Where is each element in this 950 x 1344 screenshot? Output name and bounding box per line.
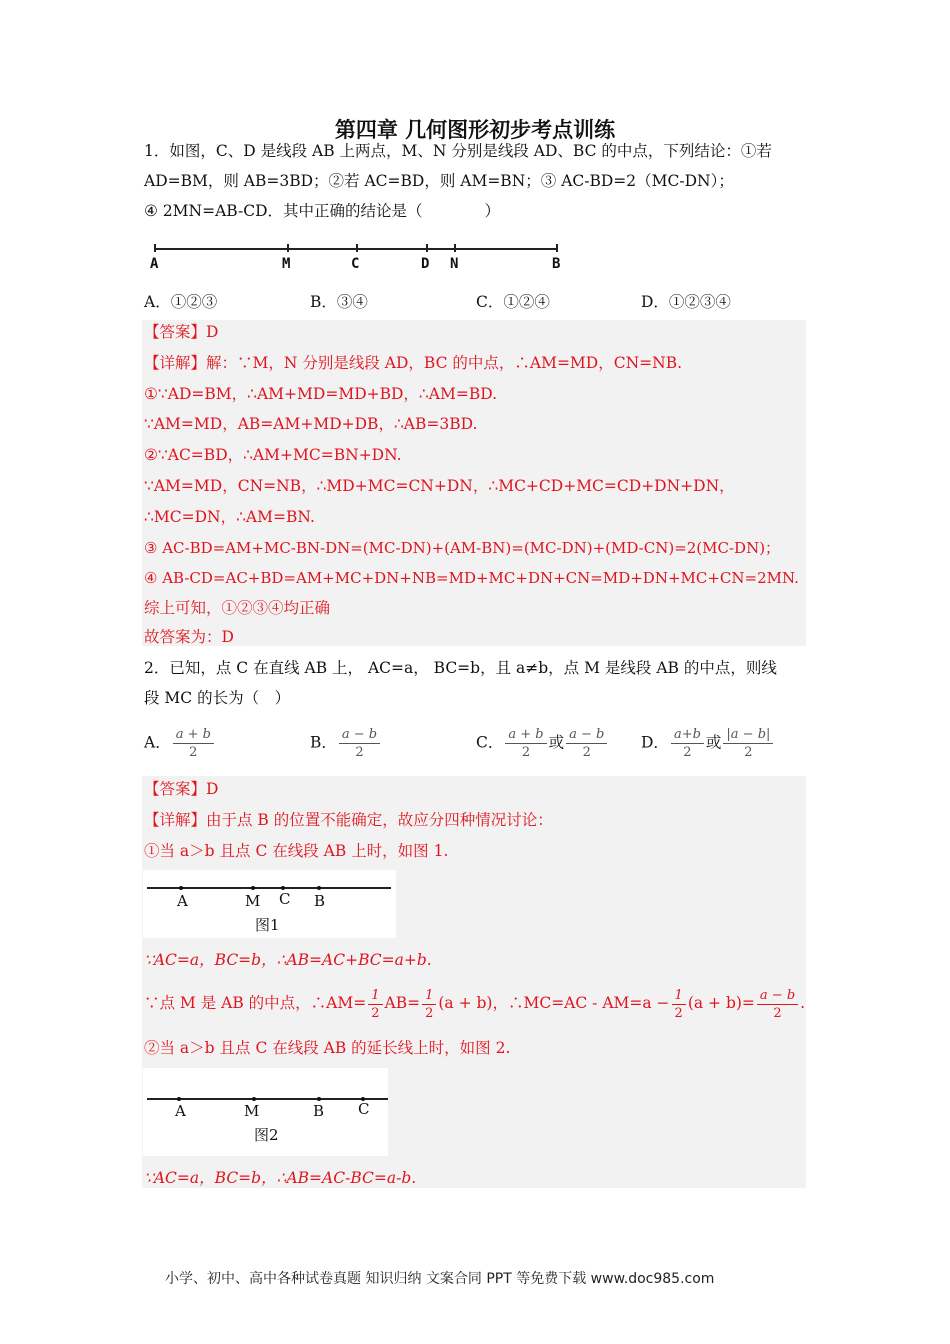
answer-line: ②∵AC=BD，∴AM+MC=BN+DN.: [144, 446, 402, 464]
q1-text: ④ 2MN=AB-CD．其中正确的结论是（ ）: [144, 202, 501, 220]
answer-line: ∴MC=DN，∴AM=BN.: [144, 508, 315, 526]
point-label: C: [279, 890, 291, 908]
q2-option-a: A． $\frac{a + b}{2}$: [144, 726, 216, 761]
answer-line: 故答案为：D: [144, 628, 234, 646]
answer-line: 【详解】解：∵M，N 分别是线段 AD，BC 的中点，∴AM=MD，CN=NB.: [144, 354, 683, 372]
answer-line: ∵AM=MD，AB=AM+MD+DB，∴AB=3BD.: [144, 415, 478, 433]
point-label: B: [314, 892, 326, 910]
point-label: M: [244, 1102, 260, 1120]
figure-caption: 图2: [254, 1126, 279, 1144]
answer-line: ③ AC-BD=AM+MC-BN-DN=(MC-DN)+(AM-BN)=(MC-DN)+(MD-CN)=2(MC-DN)；: [144, 539, 781, 557]
q1-option-a: A．①②③: [144, 293, 218, 311]
q1-option-d: D．①②③④: [641, 293, 731, 311]
point-label: B: [313, 1102, 325, 1120]
answer-line: 【答案】D: [144, 780, 219, 798]
point-label: M: [245, 892, 261, 910]
q2-text: 段 MC 的长为（ ）: [144, 689, 291, 707]
q2-option-c: C． $\frac{a + b}{2}$ 或 $\frac{a - b}{2}$: [476, 726, 609, 761]
page-title: 第四章 几何图形初步考点训练: [334, 118, 616, 142]
answer-line: 综上可知，①②③④均正确: [144, 599, 331, 617]
answer-line: ②当 a＞b 且点 C 在线段 AB 的延长线上时，如图 2.: [144, 1039, 511, 1057]
point-label: D: [421, 256, 430, 272]
point-label: B: [552, 256, 561, 272]
point-label: C: [358, 1100, 370, 1118]
figure-1: [143, 870, 396, 938]
q1-text: 1．如图，C、D 是线段 AB 上两点，M、N 分别是线段 AD、BC 的中点，下列结论：①若: [144, 142, 772, 160]
answer-line: ①当 a＞b 且点 C 在线段 AB 上时，如图 1.: [144, 842, 449, 860]
figure-2: [143, 1068, 388, 1156]
point-label: A: [177, 892, 188, 910]
page-footer: 小学、初中、高中各种试卷真题 知识归纳 文案合同 PPT 等免费下载 www.doc985.com: [165, 1271, 715, 1287]
answer-line: ∵点 M 是 AB 的中点，∴AM= $\frac{1}{2}$ AB= $\frac{1}{2}$ (a + b)，∴MC=AC - AM=a − $\frac{1}{2}$ (a + b)= $\frac{a - b}{2}$ .: [144, 987, 806, 1021]
q2-option-d: D． $\frac{a+b}{2}$ 或 $\frac{|a - b|}{2}$: [641, 726, 775, 761]
answer-line: ④ AB-CD=AC+BD=AM+MC+DN+NB=MD+MC+DN+CN=MD+DN+MC+CN=2MN.: [144, 569, 799, 587]
figure-caption: 图1: [255, 916, 280, 934]
point-label: N: [450, 256, 459, 272]
answer-line: ①∵AD=BM，∴AM+MD=MD+BD，∴AM=BD.: [144, 385, 498, 403]
q2-text: 2．已知，点 C 在直线 AB 上， AC=a， BC=b，且 a≠b，点 M 是线段 AB 的中点，则线: [144, 659, 777, 677]
point-label: A: [150, 256, 159, 272]
q1-text: AD=BM，则 AB=3BD；②若 AC=BD，则 AM=BN；③ AC-BD=2（MC-DN）；: [144, 172, 734, 190]
answer-line: ∵AM=MD，CN=NB，∴MD+MC=CN+DN，∴MC+CD+MC=CD+DN+DN，: [144, 477, 735, 495]
answer-line: ∵AC=a，BC=b，∴AB=AC+BC=a+b.: [144, 951, 432, 969]
q1-figure: [150, 240, 570, 276]
point-label: M: [282, 256, 291, 272]
answer-line: 【答案】D: [144, 323, 219, 341]
point-label: C: [351, 256, 360, 272]
q1-option-c: C．①②④: [476, 293, 550, 311]
point-label: A: [175, 1102, 186, 1120]
answer-line: ∵AC=a，BC=b，∴AB=AC-BC=a-b.: [144, 1169, 417, 1187]
q1-option-b: B．③④: [310, 293, 368, 311]
answer-line: 【详解】由于点 B 的位置不能确定，故应分四种情况讨论：: [144, 811, 553, 829]
q2-option-b: B． $\frac{a - b}{2}$: [310, 726, 382, 761]
